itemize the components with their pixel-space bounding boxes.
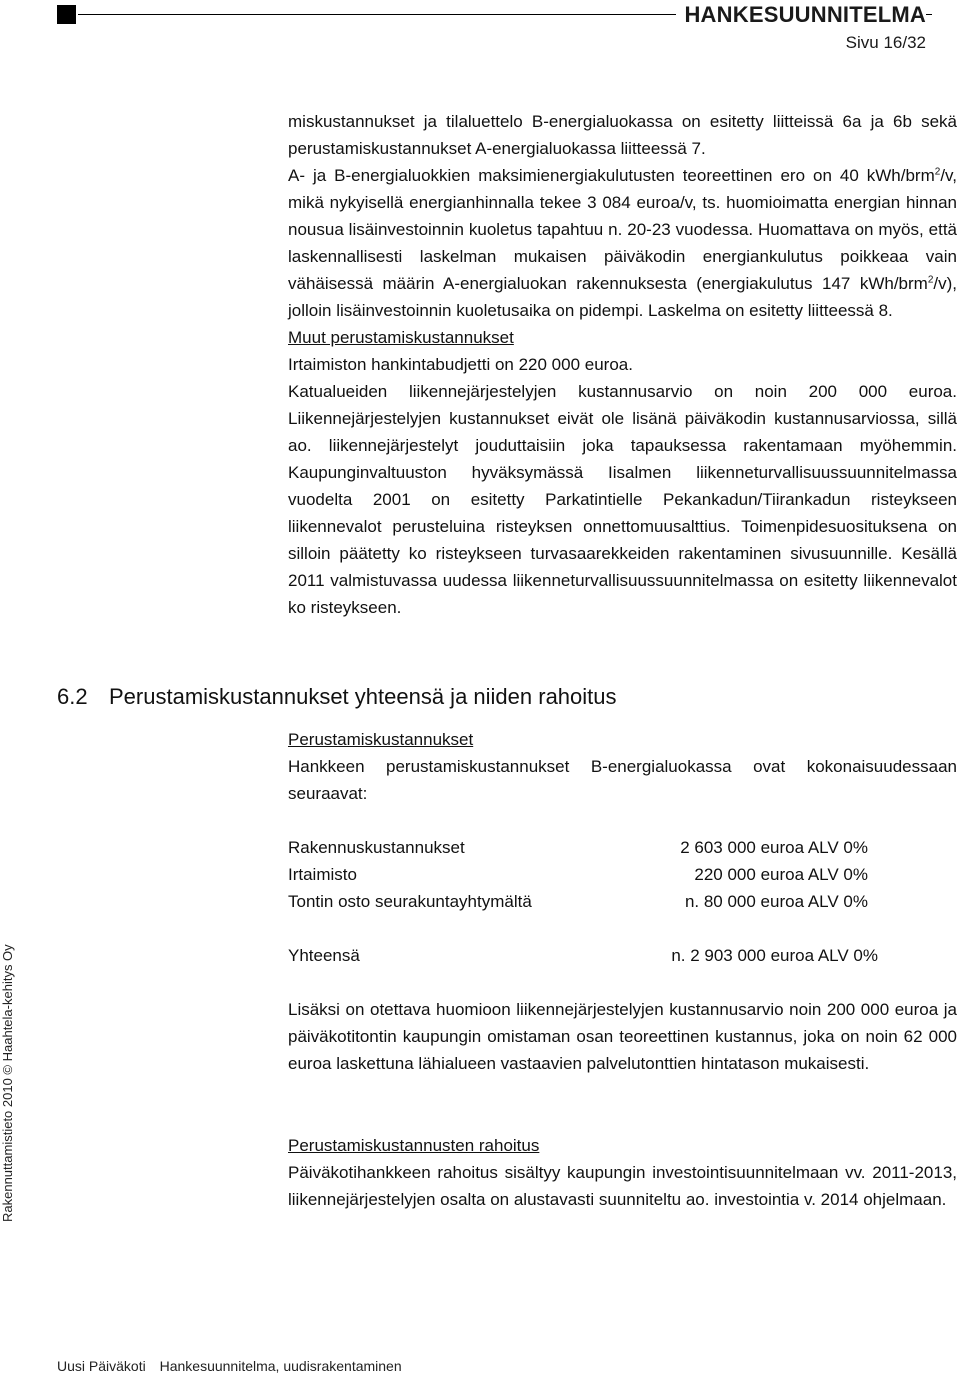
funding-heading: Perustamiskustannusten rahoitus <box>288 1136 540 1155</box>
cost-label: Irtaimisto <box>288 865 357 884</box>
cost-total-value: n. 2 903 000 euroa ALV 0% <box>671 946 878 965</box>
intro-paragraph-1: miskustannukset ja tilaluettelo B-energialuokassa on esitetty liitteissä 6a ja 6b sekä perustamiskustannukset A-energialuokassa liitteessä 7. <box>288 112 957 158</box>
header-square-marker <box>57 5 76 24</box>
cost-row <box>288 834 888 861</box>
intro-paragraph-2: A- ja B-energialuokkien maksimienergiakulutusten teoreettinen ero on 40 kWh/brm$^2$/v, mikä nykyisellä energianhinnalla tekee 3 084 euroa/v, ts. huomioimatta energian hinnan nousua lisäinvestoinnin kuoletus tapahtuu n. 20-23 vuodessa. Huomattava on myös, että laskennallisesti laskelman mukaisen päiväkodin energiankulutus poikkeaa vain vähäisessä määrin A-energialuokan rakennuksesta (energiakulutus 147 kWh/brm$^2$/v), jolloin lisäinvestoinnin kuoletusaika on pidempi. Laskelma on esitetty liitteessä 8. <box>288 166 957 320</box>
costs-heading: Perustamiskustannukset <box>288 730 474 749</box>
cost-value: 2 603 000 euroa ALV 0% <box>680 838 868 857</box>
section-number: 6.2 <box>57 684 88 709</box>
street-costs-paragraph: Katualueiden liikennejärjestelyjen kustannusarvio on noin 200 000 euroa. Liikennejärjestelyjen kustannukset eivät ole lisänä päiväkodin kustannusarviossa, sillä ao. liikennejärjestelyt jouduttaisiin joka tapauksessa rakentamaan myöhemmin. Kaupunginvaltuuston hyväksymässä Iisalmen liikenneturvallisuussuunnitelmassa vuodelta 2001 on esitetty Parkatintielle Pekankadun/Tiirankadun risteykseen liikennevalot perusteluina risteyksen onnettomuusalttius. Toimenpidesuosituksena on silloin päätetty ko risteykseen turvasaarekkeiden rakentaminen sivusuunnille. Kesällä 2011 valmistuvassa uudessa liikenneturvallisuussuunnitelmassa on esitetty liikennevalot ko risteykseen. <box>288 382 957 617</box>
document-title: HANKESUUNNITELMA <box>676 2 926 28</box>
costs-intro-block <box>288 726 957 807</box>
cost-label: Rakennuskustannukset <box>288 838 465 857</box>
other-costs-heading: Muut perustamiskustannukset <box>288 328 514 347</box>
page-footer <box>57 1358 412 1374</box>
section-heading <box>57 684 617 710</box>
section-title: Perustamiskustannukset yhteensä ja niiden rahoitus <box>109 684 617 709</box>
cost-label: Tontin osto seurakuntayhtymältä <box>288 892 532 911</box>
cost-total-label: Yhteensä <box>288 946 360 965</box>
cost-value: n. 80 000 euroa ALV 0% <box>684 892 868 911</box>
cost-value: 220 000 euroa ALV 0% <box>694 865 868 884</box>
funding-text: Päiväkotihankkeen rahoitus sisältyy kaupungin investointisuunnitelmaan vv. 2011-2013, liikennejärjestelyjen osalta on alustavasti suunniteltu ao. investointia v. 2014 ohjelmaan. <box>288 1163 957 1209</box>
cost-total-row <box>288 942 888 969</box>
footer-document-type: Hankesuunnitelma, uudisrakentaminen <box>159 1358 402 1374</box>
intro-section <box>288 108 957 621</box>
costs-intro-text: Hankkeen perustamiskustannukset B-energialuokassa ovat kokonaisuudessaan seuraavat: <box>288 757 957 803</box>
page-number: Sivu 16/32 <box>845 33 926 52</box>
equipment-budget-text: Irtaimiston hankintabudjetti on 220 000 euroa. <box>288 355 633 374</box>
additional-costs-block <box>288 996 957 1077</box>
cost-row <box>288 888 888 915</box>
cost-table <box>288 834 888 969</box>
footer-project-name: Uusi Päiväkoti <box>57 1358 146 1374</box>
additional-costs-text: Lisäksi on otettava huomioon liikennejärjestelyjen kustannusarvio noin 200 000 euroa ja päiväkotitontin kaupungin omistaman osan teoreettinen kustannus, joka on noin 62 000 euroa laskettuna lähialueen vastaavien palvelutonttien hintatason mukaisesti. <box>288 1000 957 1073</box>
cost-row <box>288 861 888 888</box>
side-copyright-note: Rakennuttamistieto 2010 © Haahtela-kehitys Oy <box>0 944 15 1222</box>
funding-block <box>288 1132 957 1213</box>
